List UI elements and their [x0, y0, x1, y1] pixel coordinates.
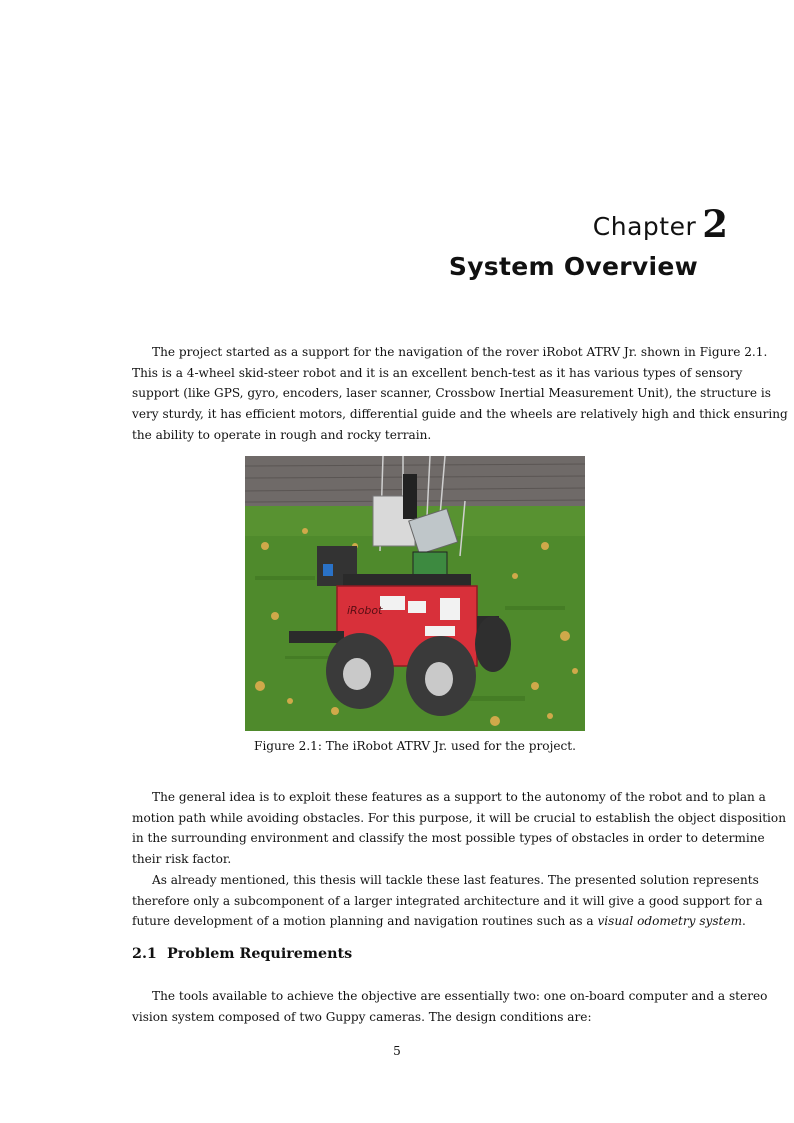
emphasis-text: visual odometry system: [597, 914, 743, 929]
paragraph-line: very sturdy, it has efficient motors, differential guide and the wheels are relatively high and thick ensuring: [132, 407, 788, 422]
paragraph-line: their risk factor.: [132, 852, 232, 867]
chapter-title: System Overview: [448, 252, 698, 281]
page-number: 5: [393, 1044, 401, 1058]
line-text: .: [742, 914, 746, 929]
body-paragraph: [132, 986, 768, 1027]
chapter-number: 2: [702, 202, 728, 246]
paragraph-line: The tools available to achieve the objective are essentially two: one on-board computer and a stereo: [152, 989, 768, 1003]
paragraph-line: As already mentioned, this thesis will tackle these last features. The presented solution represents: [152, 872, 759, 887]
section-number: 2.1: [132, 946, 157, 962]
paragraph-line: support (like GPS, gyro, encoders, laser scanner, Crossbow Inertial Measurement Unit), the structure is: [132, 386, 771, 401]
paragraph-line: The project started as a support for the navigation of the rover iRobot ATRV Jr. shown in Figure 2.1.: [152, 345, 768, 359]
chapter-heading: [593, 200, 728, 250]
line-text: future development of a motion planning and navigation routines such as a: [132, 914, 598, 929]
chapter-label: Chapter: [592, 212, 697, 241]
paragraph-line: This is a 4-wheel skid-steer robot and it is an excellent bench-test as it has various types of sensory: [132, 365, 743, 380]
section-title: Problem Requirements: [167, 946, 353, 962]
body-paragraph: [132, 787, 786, 932]
paragraph-line: in the surrounding environment and classify the most possible types of obstacles in order to determine: [132, 831, 765, 846]
paragraph-line: the ability to operate in rough and rocky terrain.: [132, 427, 432, 442]
paragraph-line: motion path while avoiding obstacles. For this purpose, it will be crucial to establish the object disposition: [132, 810, 786, 825]
section-heading: [132, 946, 352, 962]
robot-brand-logo: iRobot: [347, 604, 383, 617]
paragraph-line: therefore only a subcomponent of a larger integrated architecture and it will give a good support for a: [132, 893, 763, 908]
paragraph-line: vision system composed of two Guppy cameras. The design conditions are:: [132, 1009, 592, 1024]
paragraph-line: The general idea is to exploit these features as a support to the autonomy of the robot and to plan a: [152, 790, 766, 804]
figure-caption: Figure 2.1: The iRobot ATRV Jr. used for the project.: [254, 739, 576, 753]
robot-photo: [245, 456, 585, 731]
intro-paragraph: [132, 342, 788, 446]
paragraph-line: [132, 911, 746, 932]
